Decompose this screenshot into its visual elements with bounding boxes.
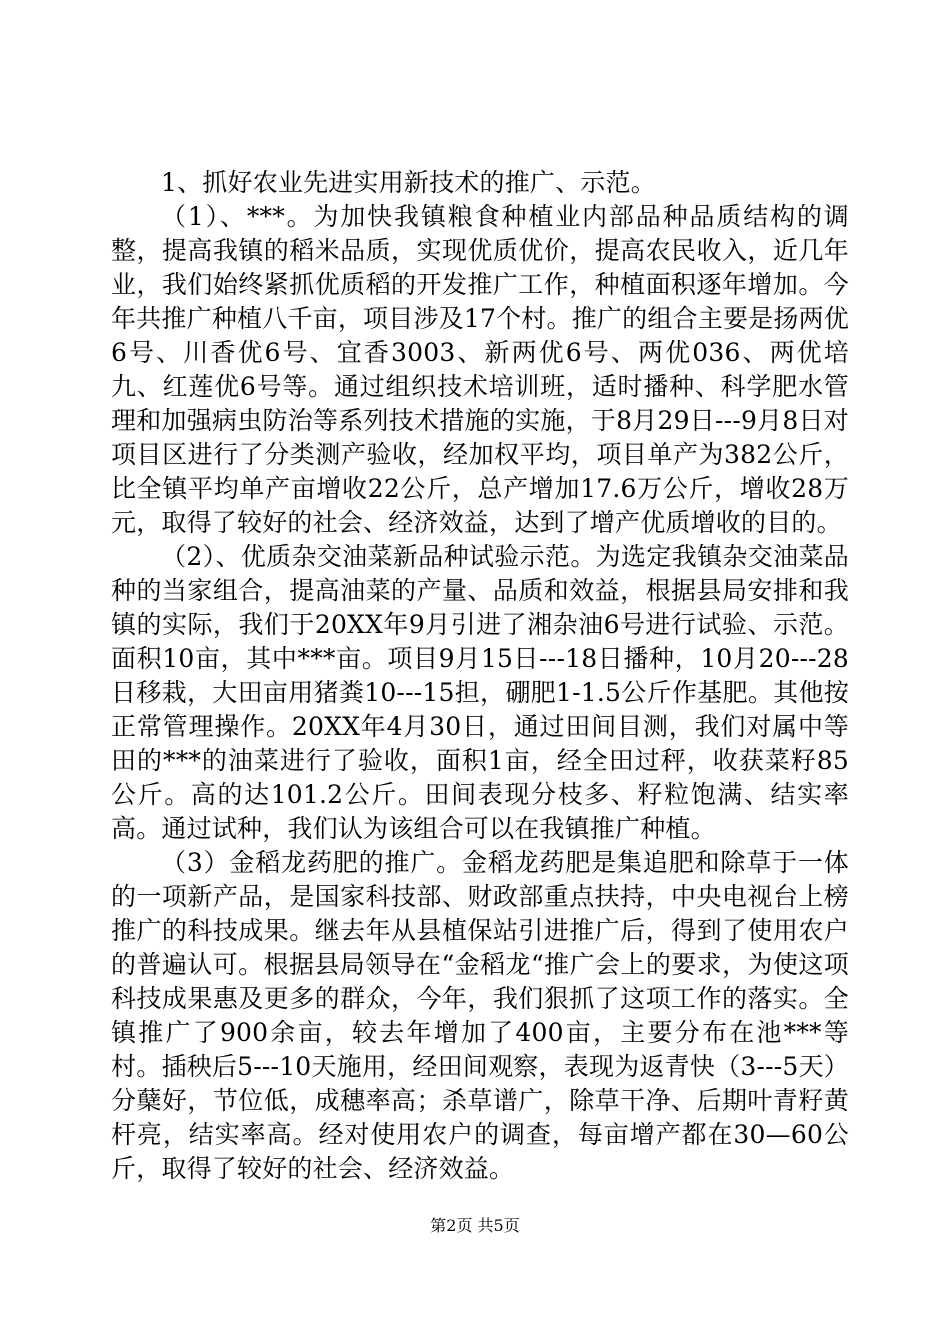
page-number-footer: 第2页 共5页 [430, 1216, 520, 1235]
paragraph-2: （2）、优质杂交油菜新品种试验示范。为选定我镇杂交油菜品种的当家组合，提高油菜的产量、品质和效益，根据县局安排和我镇的实际，我们于20XX年9月引进了湘杂油6号进行试验、示范。面积10亩，其中***亩。项目9月15日---18日播种，10月20---28日移栽，大田亩用猪粪10---15担，硼肥1-1.5公斤作基肥。其他按正常管理操作。20XX年4月30日，通过田间目测，我们对属中等田的***的油菜进行了验收，面积1亩，经全田过秤，收获菜籽85公斤。高的达101.2公斤。田间表现分枝多、籽粒饱满、结实率高。通过试种，我们认为该组合可以在我镇推广种植。 [111, 542, 849, 843]
paragraph-3: （3）金稻龙药肥的推广。金稻龙药肥是集追肥和除草于一体的一项新产品，是国家科技部、财政部重点扶持，中央电视台上榜推广的科技成果。继去年从县植保站引进推广后，得到了使用农户的普遍认可。根据县局领导在“金稻龙“推广会上的要求，为使这项科技成果惠及更多的群众，今年，我们狠抓了这项工作的落实。全镇推广了900余亩，较去年增加了400亩，主要分布在池***等村。插秧后5---10天施用，经田间观察，表现为返青快（3---5天）分蘖好，节位低，成穗率高；杀草谱广，除草干净、后期叶青籽黄杆亮，结实率高。经对使用农户的调查，每亩增产都在30—60公斤，取得了较好的社会、经济效益。 [111, 848, 849, 1183]
document-body [111, 166, 849, 1186]
section-heading: 1、抓好农业先进实用新技术的推广、示范。 [161, 168, 656, 197]
paragraph-1: （1）、***。为加快我镇粮食种植业内部品种品质结构的调整，提高我镇的稻米品质，实现优质优价，提高农民收入，近几年业，我们始终紧抓优质稻的开发推广工作，种植面积逐年增加。今年共推广种植八千亩，项目涉及17个村。推广的组合主要是扬两优6号、川香优6号、宜香3003、新两优6号、两优036、两优培九、红莲优6号等。通过组织技术培训班，适时播种、科学肥水管理和加强病虫防治等系列技术措施的实施，于8月29日---9月8日对项目区进行了分类测产验收，经加权平均，项目单产为382公斤，比全镇平均单产亩增收22公斤，总产增加17.6万公斤，增收28万元，取得了较好的社会、经济效益，达到了增产优质增收的目的。 [111, 202, 849, 537]
